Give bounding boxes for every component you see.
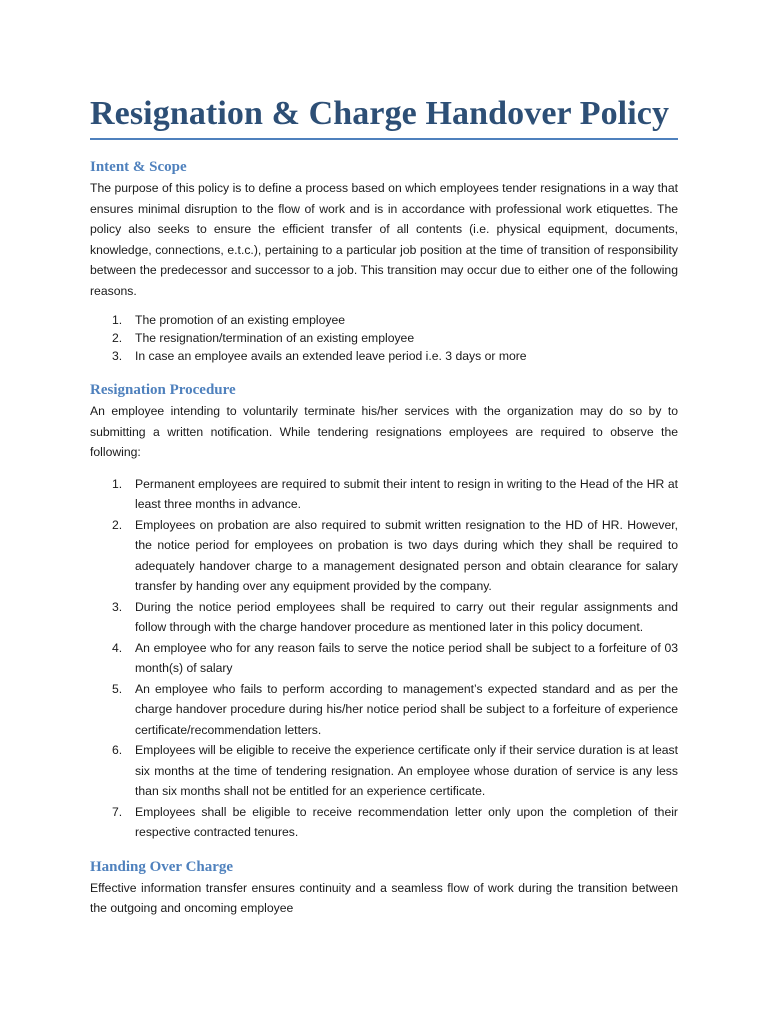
list-item: 3. During the notice period employees shall be required to carry out their regular assignments and follow through with the charge handover procedure as mentioned later in this policy document. [112, 599, 678, 634]
document-title: Resignation & Charge Handover Policy [90, 94, 678, 140]
list-item: 6. Employees will be eligible to receive the experience certificate only if their service duration is at least six months at the time of tendering resignation. An employee whose duration of service is any less than six months shall not be entitled for an experience certificate. [112, 743, 678, 798]
list-item: 2. Employees on probation are also required to submit written resignation to the HD of HR. However, the notice period for employees on probation is two days during which they shall be required to adequately handover charge to a management designated person and obtain clearance for salary transfer by handing over any equipment provided by the company. [112, 517, 678, 593]
intent-reasons-list [90, 311, 678, 365]
intent-scope-paragraph: The purpose of this policy is to define a process based on which employees tender resignations in a way that ensures minimal disruption to the flow of work and is in accordance with professional work etiquettes. The policy also seeks to ensure the efficient transfer of all contents (i.e. physical equipment, documents, knowledge, connections, e.t.c.), pertaining to a particular job position at the time of transition of responsibility between the predecessor and successor to a job. This transition may occur due to either one of the following reasons. [90, 181, 678, 298]
intent-scope-heading: Intent & Scope [90, 159, 187, 175]
list-item: 4. An employee who for any reason fails to serve the notice period shall be subject to a forfeiture of 03 month(s) of salary [112, 640, 678, 675]
list-item: 2. The resignation/termination of an existing employee [112, 331, 415, 345]
handing-over-charge-heading: Handing Over Charge [90, 858, 234, 875]
resignation-procedure-paragraph: An employee intending to voluntarily terminate his/her services with the organization may do so by to submitting a written notification. While tendering resignations employees are required to observe the following: [90, 404, 678, 459]
handing-over-charge-paragraph: Effective information transfer ensures continuity and a seamless flow of work during the transition between the outgoing and oncoming employee [90, 880, 678, 915]
list-item: 5. An employee who fails to perform according to management’s expected standard and as per the charge handover procedure during his/her notice period shall be subject to a forfeiture of experience certificate/recommendation letters. [112, 681, 678, 737]
resignation-rules-list [90, 474, 678, 843]
document-page [90, 94, 678, 919]
list-item: 1. The promotion of an existing employee [112, 313, 346, 327]
list-item: 1. Permanent employees are required to submit their intent to resign in writing to the Head of the HR at least three months in advance. [112, 476, 678, 511]
list-item: 3. In case an employee avails an extended leave period i.e. 3 days or more [112, 349, 527, 363]
resignation-procedure-heading: Resignation Procedure [90, 382, 236, 398]
list-item: 7. Employees shall be eligible to receive recommendation letter only upon the completion of their respective contracted tenures. [112, 804, 678, 839]
